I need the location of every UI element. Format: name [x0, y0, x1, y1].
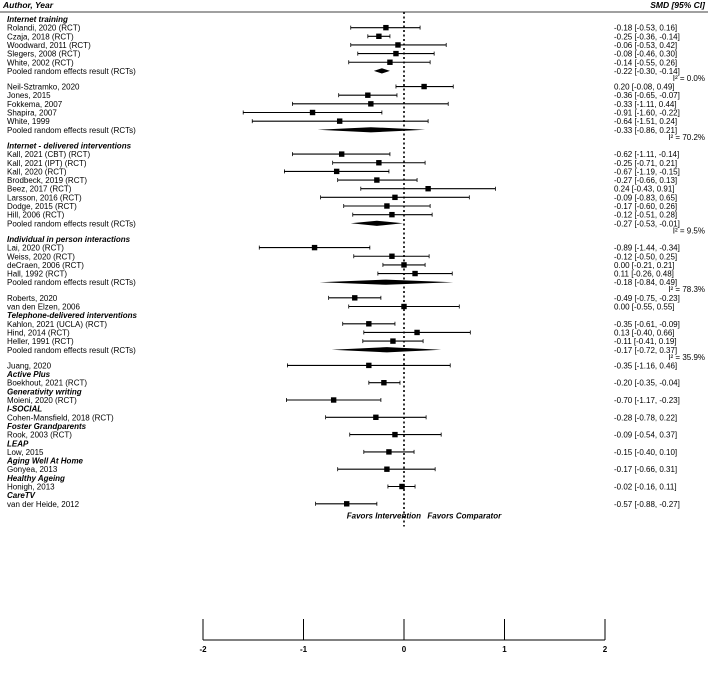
study-row: [7, 413, 677, 422]
study-label: Roberts, 2020: [7, 293, 58, 303]
study-row: [7, 24, 677, 33]
point-estimate: [344, 501, 349, 506]
effect-ci-text: -0.35 [-1.16, 0.46]: [614, 361, 678, 371]
effect-ci-text: -0.64 [-1.51, 0.24]: [614, 117, 678, 127]
effect-ci-text: -0.11 [-0.41, 0.19]: [614, 337, 677, 347]
subgroup-header: [7, 405, 42, 414]
study-label: Gonyea, 2013: [7, 465, 58, 475]
point-estimate: [373, 415, 378, 420]
study-label: van der Heide, 2012: [7, 499, 80, 509]
study-row: [7, 159, 677, 168]
point-estimate: [312, 245, 317, 250]
study-row: [7, 448, 677, 457]
pooled-label: Pooled random effects result (RCTs): [7, 66, 136, 76]
subgroup-label: Foster Grandparents: [7, 421, 87, 431]
study-label: Woodward, 2011 (RCT): [7, 40, 91, 50]
subgroup-label: Individual in person interactions: [7, 234, 131, 244]
point-estimate: [392, 432, 397, 437]
pooled-diamond: [332, 347, 442, 352]
subgroup-label: Generativity writing: [7, 387, 82, 397]
i-squared-label: I² = 9.5%: [672, 226, 705, 236]
effect-ci-text: -0.36 [-0.65, -0.07]: [614, 91, 680, 101]
study-label: deCraen, 2006 (RCT): [7, 260, 84, 270]
study-row: [7, 252, 677, 261]
study-row: [7, 32, 680, 41]
study-row: [7, 193, 677, 202]
study-label: van den Elzen, 2006: [7, 302, 80, 312]
study-row: [7, 50, 677, 59]
subgroup-label: I-SOCIAL: [7, 404, 43, 414]
effect-ci-text: -0.20 [-0.35, -0.04]: [614, 378, 680, 388]
subgroup-header: [7, 235, 131, 244]
effect-ci-text: 0.13 [-0.40, 0.66]: [614, 328, 675, 338]
study-row: [7, 185, 675, 194]
effect-ci-text: 0.24 [-0.43, 0.91]: [614, 184, 675, 194]
effect-ci-text: -0.33 [-0.86, 0.21]: [614, 125, 678, 135]
study-label: Fokkema, 2007: [7, 99, 63, 109]
effect-ci-text: -0.49 [-0.75, -0.23]: [614, 293, 680, 303]
x-tick-label: -1: [299, 645, 308, 654]
effect-ci-text: -0.17 [-0.60, 0.26]: [614, 202, 678, 211]
study-label: Honigh, 2013: [7, 482, 55, 492]
study-label: White, 1999: [7, 117, 50, 127]
effect-ci-text: -0.18 [-0.84, 0.49]: [614, 278, 678, 288]
subgroup-label: Internet - delivered interventions: [7, 141, 132, 151]
study-row: [7, 320, 680, 329]
x-axis: [199, 619, 607, 654]
study-label: Larsson, 2016 (RCT): [7, 193, 82, 203]
x-tick-label: 1: [502, 645, 507, 654]
point-estimate: [310, 110, 315, 115]
study-label: Shapira, 2007: [7, 108, 57, 118]
point-estimate: [376, 34, 381, 39]
study-row: [7, 91, 680, 100]
subgroup-label: CareTV: [7, 491, 36, 501]
point-estimate: [387, 60, 392, 65]
study-label: Kahlon, 2021 (UCLA) (RCT): [7, 319, 108, 329]
forest-rows: [6, 12, 705, 526]
point-estimate: [395, 42, 400, 47]
point-estimate: [383, 25, 388, 30]
pooled-row: [7, 278, 705, 294]
point-estimate: [352, 295, 357, 300]
study-row: [7, 117, 677, 126]
x-tick-label: 2: [602, 645, 608, 654]
effect-ci-text: -0.35 [-0.61, -0.09]: [614, 319, 680, 329]
study-label: Cohen-Mansfield, 2018 (RCT): [7, 413, 114, 423]
study-label: Slegers, 2008 (RCT): [7, 49, 81, 59]
subgroup-header: [7, 474, 65, 483]
pooled-label: Pooled random effects result (RCTs): [7, 219, 136, 229]
point-estimate: [334, 169, 339, 174]
pooled-label: Pooled random effects result (RCTs): [7, 125, 136, 135]
effect-ci-text: 0.00 [-0.21, 0.21]: [614, 260, 675, 270]
effect-ci-text: -0.25 [-0.71, 0.21]: [614, 158, 678, 168]
effect-ci-text: -0.89 [-1.44, -0.34]: [614, 243, 680, 253]
effect-ci-text: -0.08 [-0.46, 0.30]: [614, 49, 678, 59]
study-row: [7, 500, 680, 509]
pooled-label: Pooled random effects result (RCTs): [7, 345, 136, 355]
study-row: [7, 361, 677, 370]
subgroup-header: [7, 311, 138, 320]
favors-comparator-label: Favors Comparator: [427, 511, 502, 521]
point-estimate: [366, 363, 371, 368]
effect-ci-text: -0.70 [-1.17, -0.23]: [614, 396, 680, 405]
study-label: Hill, 2006 (RCT): [7, 210, 65, 220]
point-estimate: [386, 449, 391, 454]
point-estimate: [366, 321, 371, 326]
effect-ci-text: 0.20 [-0.08, 0.49]: [614, 82, 675, 92]
study-row: [7, 41, 677, 50]
point-estimate: [374, 177, 379, 182]
subgroup-header: [7, 141, 132, 150]
effect-ci-text: -0.27 [-0.66, 0.13]: [614, 176, 678, 186]
effect-ci-text: -0.09 [-0.54, 0.37]: [614, 430, 678, 440]
effect-ci-text: -0.22 [-0.30, -0.14]: [614, 66, 680, 76]
pooled-row: [7, 219, 705, 235]
study-label: Moieni, 2020 (RCT): [7, 396, 77, 405]
point-estimate: [421, 84, 426, 89]
point-estimate: [389, 254, 394, 259]
point-estimate: [331, 397, 336, 402]
study-label: Lai, 2020 (RCT): [7, 243, 64, 253]
subgroup-header: [7, 422, 87, 431]
study-row: [7, 337, 677, 346]
pooled-row: [7, 67, 705, 83]
study-label: Kall, 2021 (IPT) (RCT): [7, 158, 87, 168]
pooled-row: [7, 346, 705, 362]
point-estimate: [365, 93, 370, 98]
effect-ci-text: -0.17 [-0.72, 0.37]: [614, 345, 678, 355]
effect-ci-text: -0.06 [-0.53, 0.42]: [614, 40, 678, 50]
point-estimate: [337, 118, 342, 123]
i-squared-label: I² = 35.9%: [668, 352, 705, 362]
header-author-year: Author, Year: [3, 0, 54, 10]
effect-ci-text: -0.09 [-0.83, 0.65]: [614, 193, 678, 203]
effect-ci-text: -0.12 [-0.50, 0.25]: [614, 252, 678, 262]
study-row: [7, 294, 680, 303]
study-row: [7, 83, 675, 92]
point-estimate: [384, 467, 389, 472]
header-smd-ci: SMD [95% CI]: [650, 0, 705, 10]
effect-ci-text: -0.17 [-0.66, 0.31]: [614, 465, 678, 475]
subgroup-label: Healthy Ageing: [7, 473, 65, 483]
effect-ci-text: 0.11 [-0.26, 0.48]: [614, 269, 674, 279]
subgroup-header: [6, 457, 84, 466]
subgroup-label: Internet training: [7, 15, 68, 24]
point-estimate: [393, 51, 398, 56]
subgroup-label: Telephone-delivered interventions: [7, 311, 137, 321]
study-row: [7, 396, 680, 405]
study-row: [7, 303, 675, 312]
study-label: Brodbeck, 2019 (RCT): [7, 176, 88, 186]
study-label: Boekhout, 2021 (RCT): [7, 378, 88, 388]
effect-ci-text: -0.28 [-0.78, 0.22]: [614, 413, 678, 423]
effect-ci-text: -0.15 [-0.40, 0.10]: [614, 447, 678, 457]
study-label: Juang, 2020: [7, 361, 52, 371]
study-row: [7, 58, 677, 67]
study-label: Hall, 1992 (RCT): [7, 269, 68, 279]
effect-ci-text: -0.02 [-0.16, 0.11]: [614, 482, 677, 492]
study-label: Rolandi, 2020 (RCT): [7, 23, 81, 33]
study-row: [7, 109, 680, 118]
point-estimate: [390, 338, 395, 343]
study-label: Low, 2015: [7, 447, 44, 457]
effect-ci-text: -0.14 [-0.55, 0.26]: [614, 58, 678, 68]
pooled-row: [7, 126, 705, 142]
study-row: [7, 244, 680, 253]
subgroup-header: [7, 491, 36, 500]
study-label: White, 2002 (RCT): [7, 58, 74, 68]
effect-ci-text: -0.33 [-1.11, 0.44]: [614, 99, 677, 109]
study-row: [7, 211, 677, 220]
study-row: [7, 483, 677, 492]
study-row: [7, 202, 677, 211]
x-tick-label: 0: [401, 645, 407, 654]
point-estimate: [376, 160, 381, 165]
study-row: [7, 167, 680, 176]
study-row: [7, 261, 675, 270]
study-row: [7, 328, 675, 337]
study-label: Heller, 1991 (RCT): [7, 337, 74, 347]
study-label: Rook, 2003 (RCT): [7, 430, 72, 440]
point-estimate: [425, 186, 430, 191]
effect-ci-text: -0.67 [-1.19, -0.15]: [614, 167, 680, 177]
effect-ci-text: -0.27 [-0.53, -0.01]: [614, 219, 680, 229]
subgroup-header: [7, 387, 82, 396]
pooled-diamond: [318, 127, 426, 132]
study-label: Dodge, 2015 (RCT): [7, 202, 77, 211]
study-label: Weiss, 2020 (RCT): [7, 252, 75, 262]
study-label: Kall, 2021 (CBT) (RCT): [7, 150, 91, 160]
study-label: Jones, 2015: [7, 91, 51, 101]
pooled-label: Pooled random effects result (RCTs): [7, 278, 136, 288]
i-squared-label: I² = 70.2%: [668, 132, 705, 142]
point-estimate: [389, 212, 394, 217]
point-estimate: [381, 380, 386, 385]
pooled-diamond: [374, 68, 390, 73]
subgroup-header: [7, 15, 68, 24]
subgroup-label: Aging Well At Home: [7, 456, 83, 466]
study-row: [7, 150, 679, 159]
study-label: Beez, 2017 (RCT): [7, 184, 72, 194]
plot-header: [0, 0, 708, 12]
point-estimate: [339, 151, 344, 156]
subgroup-header: [6, 370, 51, 379]
study-row: [7, 379, 680, 388]
subgroup-header: [7, 439, 29, 448]
study-label: Czaja, 2018 (RCT): [7, 32, 74, 42]
i-squared-label: I² = 78.3%: [668, 285, 705, 295]
study-row: [7, 176, 677, 185]
study-row: [7, 431, 677, 440]
study-row: [7, 465, 677, 474]
study-row: [7, 100, 677, 109]
point-estimate: [384, 203, 389, 208]
effect-ci-text: -0.12 [-0.51, 0.28]: [614, 210, 678, 220]
study-label: Kall, 2020 (RCT): [7, 167, 67, 177]
pooled-diamond: [351, 221, 403, 226]
effect-ci-text: -0.18 [-0.53, 0.16]: [614, 23, 678, 33]
x-tick-label: -2: [199, 645, 207, 654]
study-row: [7, 270, 674, 279]
effect-ci-text: -0.57 [-0.88, -0.27]: [614, 499, 680, 509]
study-label: Neil-Sztramko, 2020: [7, 82, 80, 92]
i-squared-label: I² = 0.0%: [672, 73, 705, 83]
subgroup-label: LEAP: [7, 439, 29, 449]
study-label: Hind, 2014 (RCT): [7, 328, 70, 338]
point-estimate: [392, 195, 397, 200]
point-estimate: [368, 101, 373, 106]
effect-ci-text: 0.00 [-0.55, 0.55]: [614, 302, 675, 312]
favors-intervention-label: Favors Intervention: [346, 511, 422, 521]
point-estimate: [414, 330, 419, 335]
effect-ci-text: -0.25 [-0.36, -0.14]: [614, 32, 680, 42]
point-estimate: [412, 271, 417, 276]
effect-ci-text: -0.62 [-1.11, -0.14]: [614, 150, 680, 160]
pooled-diamond: [320, 280, 454, 285]
subgroup-label: Active Plus: [7, 370, 51, 380]
effect-ci-text: -0.91 [-1.60, -0.22]: [614, 108, 680, 118]
